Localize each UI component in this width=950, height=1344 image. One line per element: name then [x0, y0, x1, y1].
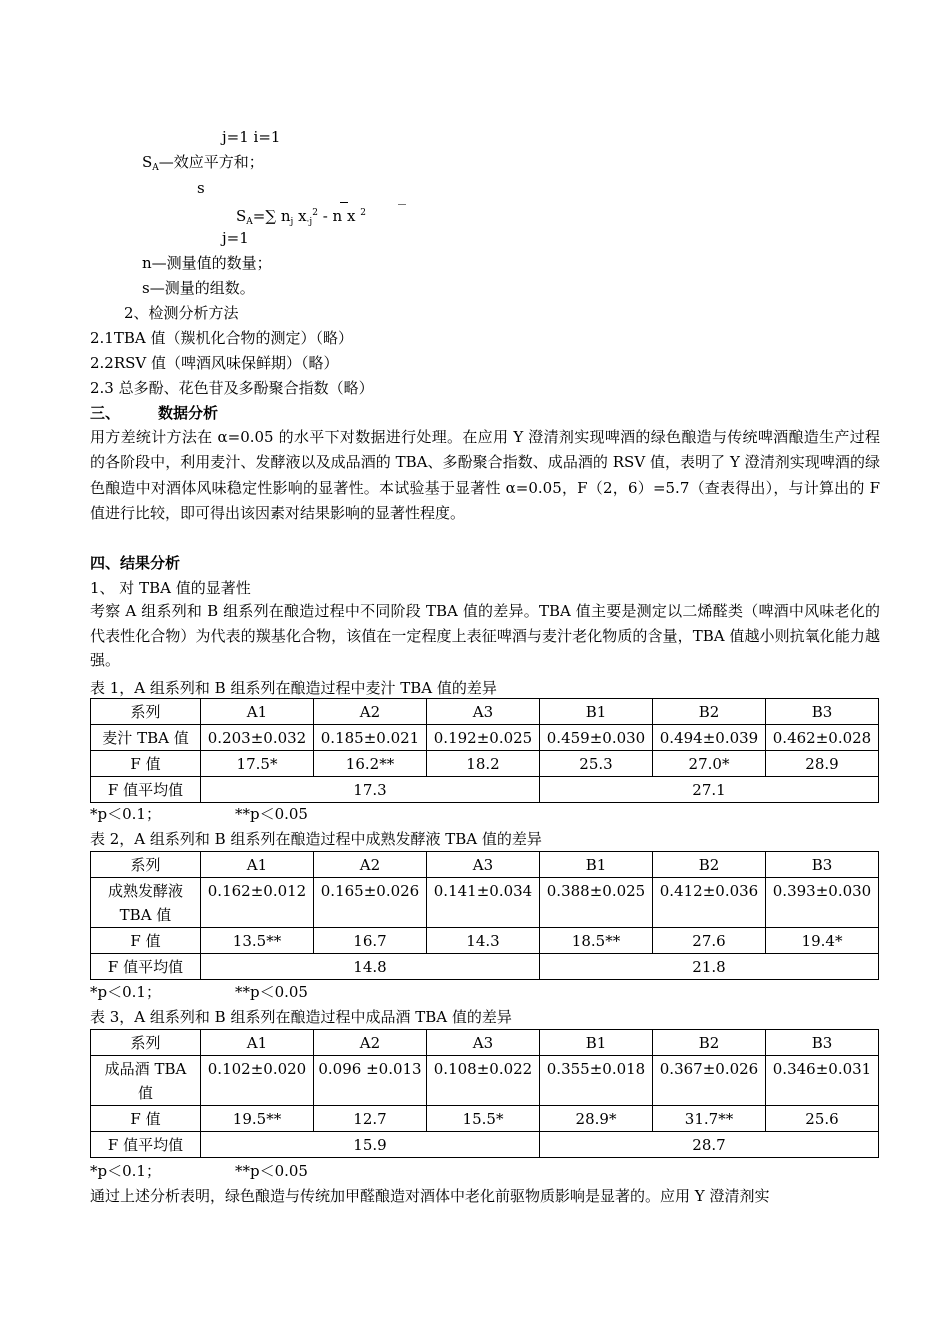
- table-cell: 0.412±0.036: [653, 878, 766, 928]
- col-header: B1: [540, 852, 653, 878]
- table-2-footnote: *p＜0.1； **p＜0.05: [90, 983, 308, 1001]
- table-header-row: [91, 852, 879, 878]
- table-cell: 28.9*: [540, 1106, 653, 1132]
- s-definition: s—测量的组数。: [142, 279, 255, 297]
- table-cell: 0.096 ±0.013: [314, 1056, 427, 1106]
- table-row: [91, 954, 879, 980]
- table-cell: 0.355±0.018: [540, 1056, 653, 1106]
- formula-upper-limit: s: [197, 179, 205, 197]
- col-header: B3: [766, 852, 879, 878]
- sub-item-polyphenol: 2.3 总多酚、花色苷及多酚聚合指数（略）: [90, 379, 374, 397]
- table-3: [90, 1029, 879, 1158]
- bar-over-x: [398, 204, 406, 205]
- section-4-sub1: 1、 对 TBA 值的显著性: [90, 579, 251, 597]
- sa-formula: $S_A=\sum$ $n_j$ $x_{\cdot j}^2$ - n x $^2$: [236, 207, 366, 227]
- col-header: B3: [766, 699, 879, 725]
- closing-paragraph: 通过上述分析表明，绿色酿造与传统加甲醛酿造对酒体中老化前驱物质影响是显著的。应用 Y 澄清剂实: [90, 1187, 770, 1205]
- table-cell: 0.141±0.034: [427, 878, 540, 928]
- table-cell: 0.108±0.022: [427, 1056, 540, 1106]
- col-header: B2: [653, 699, 766, 725]
- table-cell: 0.165±0.026: [314, 878, 427, 928]
- row-label: F 值平均值: [91, 777, 201, 803]
- col-header: A1: [201, 852, 314, 878]
- table-2: [90, 851, 879, 980]
- table-cell: 27.0*: [653, 751, 766, 777]
- sa-definition: $S_A—$效应平方和；: [142, 153, 264, 173]
- bar-over-n: [340, 202, 348, 203]
- table-cell: 15.5*: [427, 1106, 540, 1132]
- table-cell: 0.162±0.012: [201, 878, 314, 928]
- table-cell: 15.9: [201, 1132, 540, 1158]
- table-cell: 18.5**: [540, 928, 653, 954]
- table-cell: 17.5*: [201, 751, 314, 777]
- row-label: F 值平均值: [91, 954, 201, 980]
- table-3-caption: 表 3，A 组系列和 B 组系列在酿造过程中成品酒 TBA 值的差异: [90, 1008, 512, 1026]
- table-cell: 25.3: [540, 751, 653, 777]
- row-label: F 值: [91, 1106, 201, 1132]
- section-3-heading: 三、 数据分析: [90, 404, 219, 422]
- formula-index-line: j=1 i=1: [222, 128, 281, 146]
- col-header: A2: [314, 699, 427, 725]
- section-2-title: 2、检测分析方法: [124, 304, 239, 322]
- sub-item-tba: 2.1TBA 值（羰机化合物的测定）（略）: [90, 329, 353, 347]
- table-cell: 19.5**: [201, 1106, 314, 1132]
- col-header: B3: [766, 1030, 879, 1056]
- row-label: F 值: [91, 751, 201, 777]
- col-header: 系列: [91, 852, 201, 878]
- table-row: [91, 928, 879, 954]
- table-row: [91, 725, 879, 751]
- col-header: B1: [540, 699, 653, 725]
- table-cell: 0.367±0.026: [653, 1056, 766, 1106]
- table-cell: 14.8: [201, 954, 540, 980]
- n-definition: n—测量值的数量；: [142, 254, 272, 272]
- table-row: [91, 878, 879, 928]
- table-cell: 31.7**: [653, 1106, 766, 1132]
- table-header-row: [91, 1030, 879, 1056]
- table-cell: 28.9: [766, 751, 879, 777]
- table-cell: 0.388±0.025: [540, 878, 653, 928]
- table-1-caption: 表 1，A 组系列和 B 组系列在酿造过程中麦汁 TBA 值的差异: [90, 679, 497, 697]
- table-cell: 28.7: [540, 1132, 879, 1158]
- table-cell: 0.459±0.030: [540, 725, 653, 751]
- row-label: F 值: [91, 928, 201, 954]
- table-cell: 0.102±0.020: [201, 1056, 314, 1106]
- table-row: [91, 1106, 879, 1132]
- table-cell: 25.6: [766, 1106, 879, 1132]
- table-cell: 19.4*: [766, 928, 879, 954]
- table-cell: 16.2**: [314, 751, 427, 777]
- table-cell: 0.203±0.032: [201, 725, 314, 751]
- table-cell: 12.7: [314, 1106, 427, 1132]
- table-cell: 0.185±0.021: [314, 725, 427, 751]
- table-cell: 17.3: [201, 777, 540, 803]
- col-header: 系列: [91, 1030, 201, 1056]
- formula-lower-limit: j=1: [222, 229, 249, 247]
- table-cell: 0.462±0.028: [766, 725, 879, 751]
- row-label: 成品酒 TBA 值: [91, 1056, 201, 1106]
- table-header-row: [91, 699, 879, 725]
- table-cell: 18.2: [427, 751, 540, 777]
- table-cell: 0.393±0.030: [766, 878, 879, 928]
- col-header: A1: [201, 699, 314, 725]
- table-cell: 0.494±0.039: [653, 725, 766, 751]
- table-2-caption: 表 2，A 组系列和 B 组系列在酿造过程中成熟发酵液 TBA 值的差异: [90, 830, 542, 848]
- section-4-body: 考察 A 组系列和 B 组系列在酿造过程中不同阶段 TBA 值的差异。TBA 值主要是测定以二烯醛类（啤酒中风味老化的代表性化合物）为代表的羰基化合物，该值在一定程度上表征啤酒与麦汁老化物质的含量，TBA 值越小则抗氧化能力越强。: [90, 602, 880, 669]
- col-header: A1: [201, 1030, 314, 1056]
- table-1: [90, 698, 879, 803]
- col-header: A3: [427, 699, 540, 725]
- col-header: A2: [314, 1030, 427, 1056]
- table-cell: 27.1: [540, 777, 879, 803]
- table-row: [91, 1056, 879, 1106]
- col-header: B2: [653, 852, 766, 878]
- table-cell: 0.192±0.025: [427, 725, 540, 751]
- table-1-footnote: *p＜0.1； **p＜0.05: [90, 805, 308, 823]
- col-header: B2: [653, 1030, 766, 1056]
- table-cell: 21.8: [540, 954, 879, 980]
- table-cell: 13.5**: [201, 928, 314, 954]
- col-header: A2: [314, 852, 427, 878]
- row-label: 成熟发酵液 TBA 值: [91, 878, 201, 928]
- table-row: [91, 777, 879, 803]
- col-header: A3: [427, 1030, 540, 1056]
- row-label: 麦汁 TBA 值: [91, 725, 201, 751]
- table-cell: 14.3: [427, 928, 540, 954]
- table-3-footnote: *p＜0.1； **p＜0.05: [90, 1162, 308, 1180]
- table-cell: 0.346±0.031: [766, 1056, 879, 1106]
- col-header: 系列: [91, 699, 201, 725]
- col-header: B1: [540, 1030, 653, 1056]
- section-4-heading: 四、结果分析: [90, 554, 181, 572]
- table-cell: 27.6: [653, 928, 766, 954]
- table-row: [91, 751, 879, 777]
- table-row: [91, 1132, 879, 1158]
- table-cell: 16.7: [314, 928, 427, 954]
- row-label: F 值平均值: [91, 1132, 201, 1158]
- section-3-body: 用方差统计方法在 α=0.05 的水平下对数据进行处理。在应用 Y 澄清剂实现啤酒的绿色酿造与传统啤酒酿造生产过程的各阶段中，利用麦汁、发酵液以及成品酒的 TBA、多酚聚合指数、成品酒的 RSV 值，表明了 Y 澄清剂实现啤酒的绿色酿造中对酒体风味稳定性影响的显著性。本试验基于显著性 α=0.05，F（2，6）=5.7（查表得出），与计算出的 F 值进行比较，即可得出该因素对结果影响的显著性程度。: [90, 428, 880, 522]
- sub-item-rsv: 2.2RSV 值（啤酒风味保鲜期）（略）: [90, 354, 339, 372]
- col-header: A3: [427, 852, 540, 878]
